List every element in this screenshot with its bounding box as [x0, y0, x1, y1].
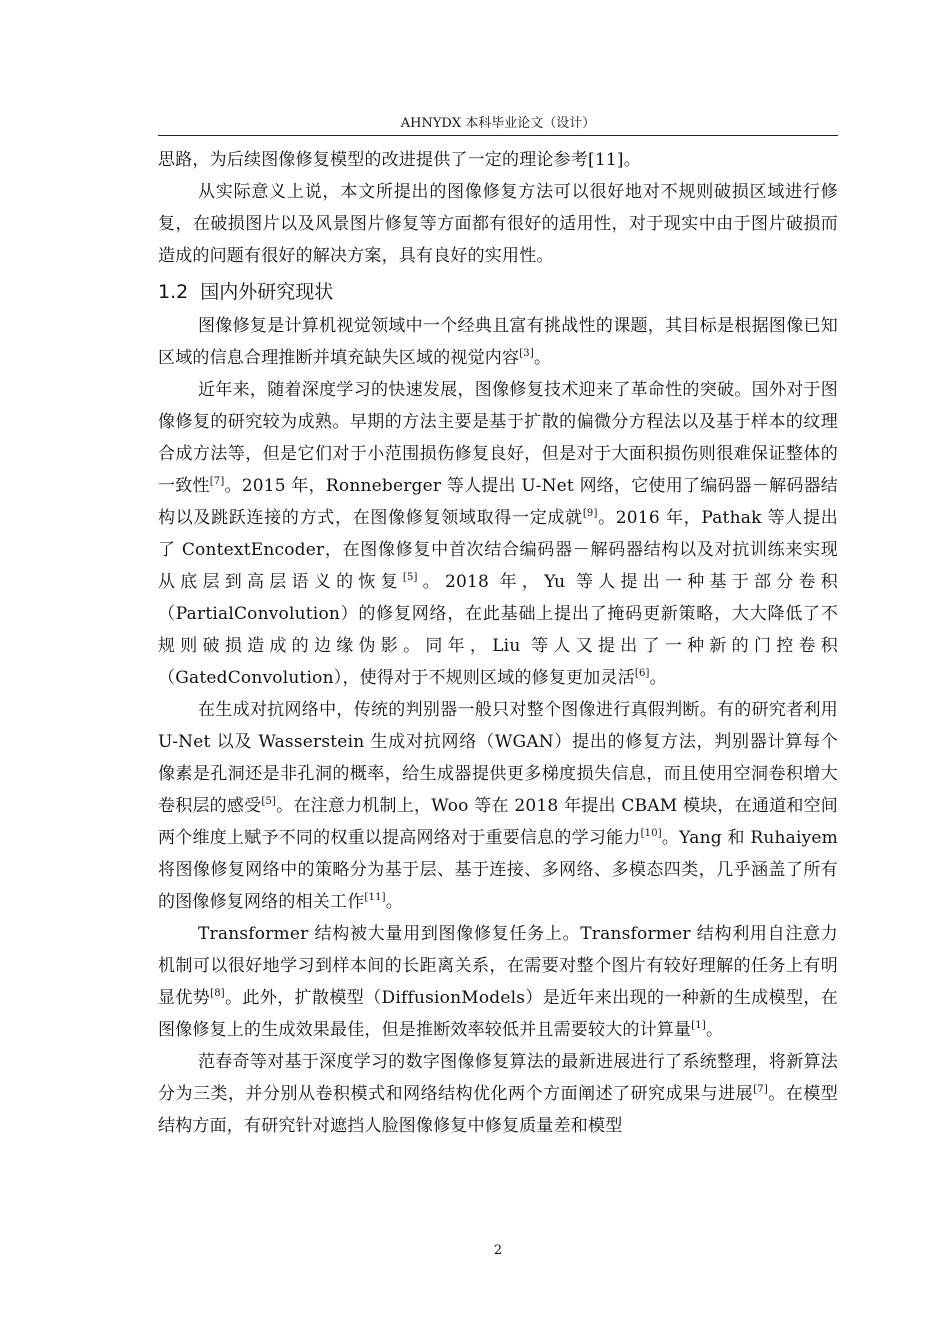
paragraph-definition — [158, 310, 838, 374]
paragraph-significance — [158, 176, 838, 272]
text-segment: 。2018 年，Yu 等人提出一种基于部分卷积（PartialConvolution）的修复网络，在此基础上提出了掩码更新策略，大大降低了不规则破损造成的边缘伪影。同年，Liu 等人又提出了一种新的门控卷积（GatedConvolution），使得对于不规则区域的修复更加灵活 — [158, 572, 838, 688]
citation-superscript: [6] — [634, 668, 650, 679]
text-segment: 在生成对抗网络中，传统的判别器一般只对整个图像进行真假判断。有的研究者利用 U-Net 以及 Wasserstein 生成对抗网络（WGAN）提出的修复方法，判别器计算每个像素是孔洞还是非孔洞的概率，给生成器提供更多梯度损失信息，而且使用空洞卷积增大卷积层的感受 — [158, 700, 838, 816]
text-segment: 图像修复是计算机视觉领域中一个经典且富有挑战性的课题，其目标是根据图像已知区域的信息合理推断并填充缺失区域的视觉内容 — [158, 316, 838, 368]
citation-superscript: [7] — [209, 476, 225, 487]
text-segment: 。 — [385, 892, 403, 912]
text-segment: 。2015 年，Ronneberger 等人提出 U-Net 网络，它使用了编码器－解码器结构以及跳跃连接的方式，在图像修复领域取得一定成就 — [158, 476, 839, 528]
text-segment: 。2016 年，Pathak 等人提出了 ContextEncoder，在图像修复中首次结合编码器－解码器结构以及对抗训练来实现从底层到高层语义的恢复 — [158, 508, 838, 592]
text-segment: 。在模型结构方面，有研究针对遮挡人脸图像修复中修复质量差和模型 — [158, 1084, 838, 1136]
text-segment: 从实际意义上说，本文所提出的图像修复方法可以很好地对不规则破损区域进行修复，在破损图片以及风景图片修复等方面都有很好的适用性，对于现实中由于图片破损而造成的问题有很好的解决方案，具有良好的实用性。 — [158, 182, 838, 266]
header-divider — [158, 135, 838, 136]
section-number: 1.2 — [158, 281, 189, 303]
text-segment: 。 — [533, 348, 552, 368]
citation-superscript: [11] — [364, 892, 386, 903]
page-number: 2 — [493, 1243, 503, 1258]
citation-superscript: [1] — [691, 1020, 706, 1031]
citation-superscript: [10] — [640, 828, 662, 839]
running-header: AHNYDX 本科毕业论文（设计） — [400, 116, 596, 131]
text-segment: 。此外，扩散模型（DiffusionModels）是近年来出现的一种新的生成模型，在图像修复上的生成效果最佳，但是推断效率较低并且需要较大的计算量 — [158, 988, 838, 1040]
citation-superscript: [9] — [582, 508, 598, 519]
page-body — [158, 144, 838, 1142]
paragraph-continuation — [158, 144, 838, 176]
text-segment: 思路，为后续图像修复模型的改进提供了一定的理论参考[11]。 — [158, 150, 641, 170]
paragraph-transformer — [158, 918, 838, 1046]
citation-superscript: [7] — [753, 1084, 768, 1095]
text-segment: 。Yang 和 Ruhaiyem 将图像修复网络中的策略分为基于层、基于连接、多网络、多模态四类，几乎涵盖了所有的图像修复网络的相关工作 — [158, 828, 838, 912]
text-segment: 。 — [705, 1020, 724, 1040]
text-segment: 。 — [649, 668, 667, 688]
text-segment: 。在注意力机制上，Woo 等在 2018 年提出 CBAM 模块，在通道和空间两个维度上赋予不同的权重以提高网络对于重要信息的学习能力 — [158, 796, 838, 848]
text-segment: Transformer 结构被大量用到图像修复任务上。Transformer 结构利用自注意力机制可以很好地学习到样本间的长距离关系，在需要对整个图片有较好理解的任务上有明显优势 — [158, 924, 838, 1008]
text-segment: 近年来，随着深度学习的快速发展，图像修复技术迎来了革命性的突破。国外对于图像修复的研究较为成熟。早期的方法主要是基于扩散的偏微分方程法以及基于样本的纹理合成方法等，但是它们对于小范围损伤修复良好，但是对于大面积损伤则很难保证整体的一致性 — [158, 380, 838, 496]
citation-superscript: [3] — [519, 348, 534, 359]
paragraph-gan — [158, 694, 838, 918]
citation-superscript: [5] — [402, 572, 418, 583]
citation-superscript: [5] — [261, 796, 277, 807]
section-heading — [158, 276, 838, 308]
text-segment: 范春奇等对基于深度学习的数字图像修复算法的最新进展进行了系统整理，将新算法分为三类，并分别从卷积模式和网络结构优化两个方面阐述了研究成果与进展 — [158, 1052, 838, 1104]
citation-superscript: [8] — [210, 988, 225, 999]
paragraph-history — [158, 374, 838, 694]
paragraph-review — [158, 1046, 838, 1142]
section-title: 国内外研究现状 — [200, 281, 334, 303]
